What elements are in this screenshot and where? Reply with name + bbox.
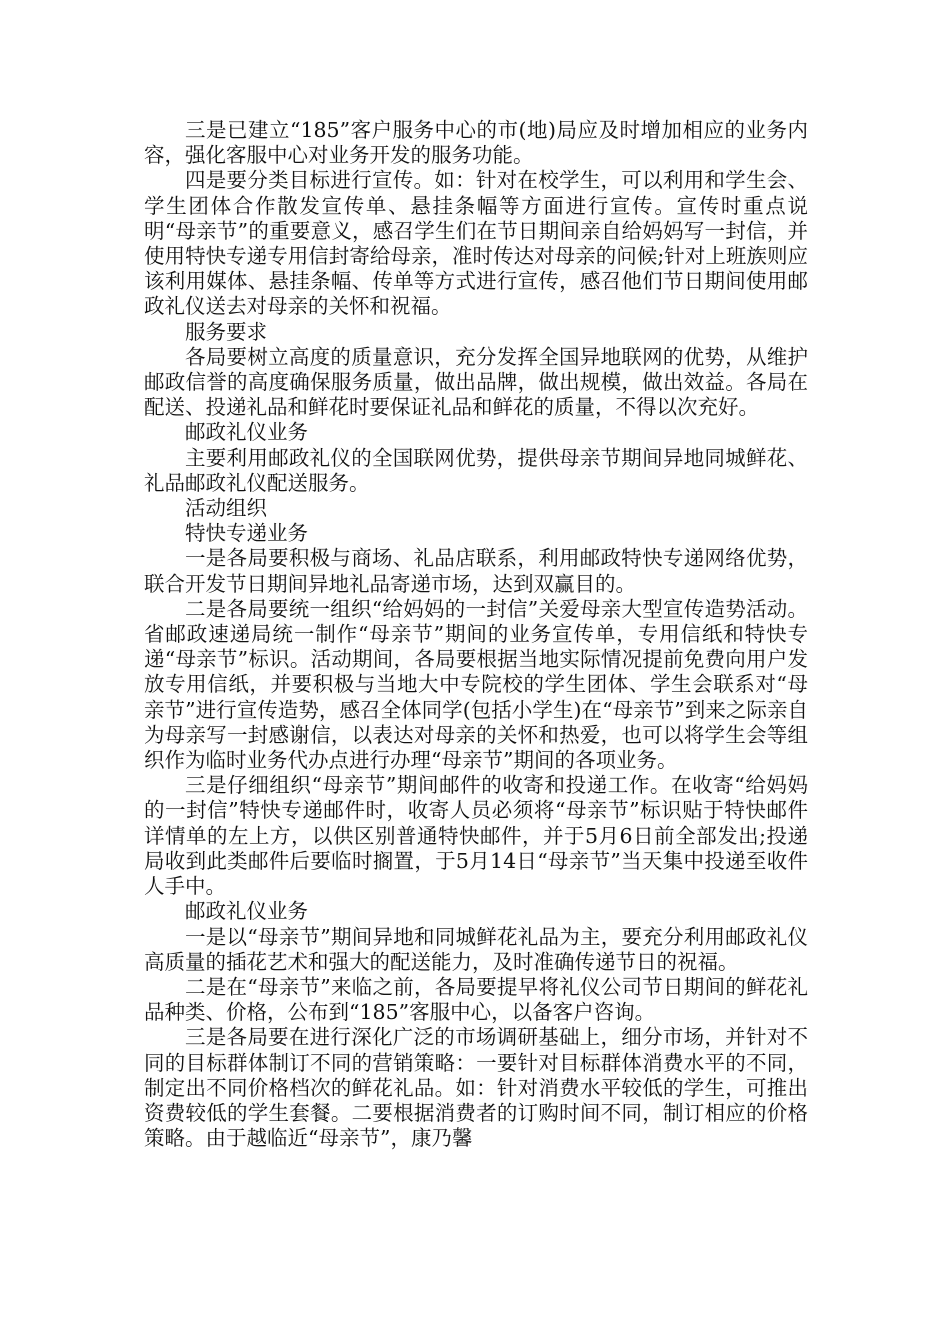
section-heading: 服务要求 <box>185 319 267 344</box>
paragraph: 三是仔细组织“母亲节”期间邮件的收寄和投递工作。在收寄“给妈妈的一封信”特快专递邮件时，收寄人员必须将“母亲节”标识贴于特快邮件详情单的左上方，以供区别普通特快邮件，并于5月6日前全部发出;投递局收到此类邮件后要临时搁置，于5月14日“母亲节”当天集中投递至收件人手中。 <box>144 773 808 899</box>
section-heading: 特快专递业务 <box>185 521 308 546</box>
paragraph: 四是要分类目标进行宣传。如：针对在校学生，可以利用和学生会、学生团体合作散发宣传单、悬挂条幅等方面进行宣传。宣传时重点说明“母亲节”的重要意义，感召学生们在节日期间亲自给妈妈写一封信，并使用特快专递专用信封寄给母亲，准时传达对母亲的问候;针对上班族则应该利用媒体、悬挂条幅、传单等方式进行宣传，感召他们节日期间使用邮政礼仪送去对母亲的关怀和祝福。 <box>144 168 808 319</box>
paragraph: 一是各局要积极与商场、礼品店联系，利用邮政特快专递网络优势，联合开发节日期间异地礼品寄递市场，达到双赢目的。 <box>144 546 808 596</box>
paragraph: 一是以“母亲节”期间异地和同城鲜花礼品为主，要充分利用邮政礼仪高质量的插花艺术和强大的配送能力，及时准确传递节日的祝福。 <box>144 924 808 974</box>
section-heading: 活动组织 <box>185 496 267 521</box>
paragraph: 二是各局要统一组织“给妈妈的一封信”关爱母亲大型宣传造势活动。省邮政速递局统一制作“母亲节”期间的业务宣传单，专用信纸和特快专递“母亲节”标识。活动期间，各局要根据当地实际情况提前免费向用户发放专用信纸，并要积极与当地大中专院校的学生团体、学生会联系对“母亲节”进行宣传造势，感召全体同学(包括小学生)在“母亲节”到来之际亲自为母亲写一封感谢信，以表达对母亲的关怀和热爱，也可以将学生会等组织作为临时业务代办点进行办理“母亲节”期间的各项业务。 <box>144 596 808 773</box>
section-heading: 邮政礼仪业务 <box>185 420 308 445</box>
paragraph: 各局要树立高度的质量意识，充分发挥全国异地联网的优势，从维护邮政信誉的高度确保服务质量，做出品牌，做出规模，做出效益。各局在配送、投递礼品和鲜花时要保证礼品和鲜花的质量，不得以次充好。 <box>144 344 808 420</box>
paragraph: 主要利用邮政礼仪的全国联网优势，提供母亲节期间异地同城鲜花、礼品邮政礼仪配送服务。 <box>144 445 808 495</box>
section-heading: 邮政礼仪业务 <box>185 899 308 924</box>
paragraph: 三是各局要在进行深化广泛的市场调研基础上，细分市场，并针对不同的目标群体制订不同的营销策略：一要针对目标群体消费水平的不同，制定出不同价格档次的鲜花礼品。如：针对消费水平较低的学生，可推出资费较低的学生套餐。二要根据消费者的订购时间不同，制订相应的价格策略。由于越临近“母亲节”，康乃馨 <box>144 1025 808 1151</box>
paragraph: 三是已建立“185”客户服务中心的市(地)局应及时增加相应的业务内容，强化客服中心对业务开发的服务功能。 <box>144 118 808 168</box>
document-body <box>144 118 808 1151</box>
paragraph: 二是在“母亲节”来临之前，各局要提早将礼仪公司节日期间的鲜花礼品种类、价格，公布到“185”客服中心，以备客户咨询。 <box>144 974 808 1025</box>
